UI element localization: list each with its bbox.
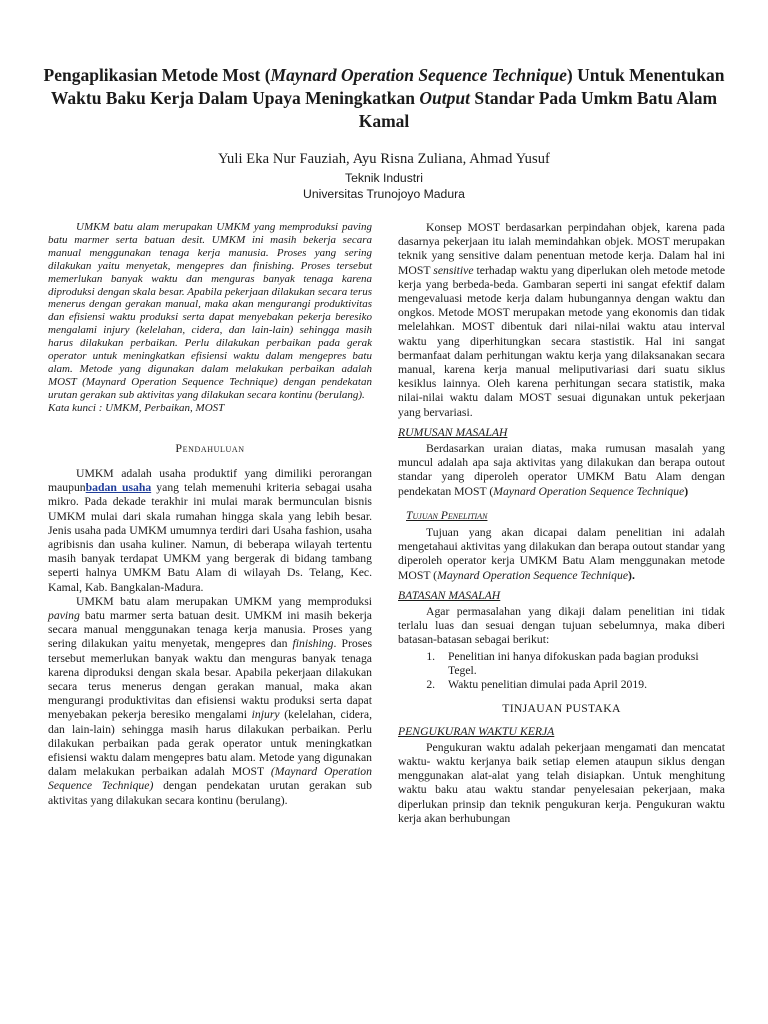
title-part2: ) Untuk Menentukan Waktu Baku Kerja Dalam Upaya Meningkatkan [50,65,725,108]
title-italic1: Maynard Operation Sequence Technique [270,65,567,85]
left-column [48,221,372,808]
title-part3: Standar Pada Umkm Batu Alam Kamal [358,88,718,131]
konsep-text-b: terhadap waktu yang diperlukan oleh metode metode kerja yang berbeda-beda. Gambaran seperti ini sangat efektif dalam mengevaluasi metode kerja dalam hubungannya dengan waktu dan ongkos. Metode MOST merupakan metode yang ekonomis dan tidak melelahkan. MOST dibentuk dari nilai-nilai waktu atau interval waktu yang diperhitungkan secara stastistik. Hal ini sangat bermanfaat dalam perhitungan waktu kerja yang dilaksanakan secara manual, karena kerja manual meliputivariasi dari suatu siklus kesiklus lainnya. Oleh karena perhitungan secara statistik, maka nilai-nilai waktu dalam MOST sesuai digunakan untuk pekerjaan yang bervariasi. [398,263,726,419]
konsep-sensitive: sensitive [433,263,474,277]
tujuan-text-a: Tujuan yang akan dicapai dalam penelitian ini adalah mengetahaui aktivitas yang dilakukan dan berapa outout standar yang diperoleh operator kerja UMKM Batu Alam menggunakan metode MOST ( [398,526,725,582]
p2-text-d: (kelelahan, cidera, dan lain-lain) sehingga masih harus dilakukan perbaikan. Perlu dilakukan perbaikan pada gerak operator untuk meningkatkan efisiensi waktu dalam mengepres batu alam. Metode yang digunakan dalam melakukan perbaikan adalah MOST [48,708,372,779]
pengukuran-paragraph: Pengukuran waktu adalah pekerjaan mengamati dan mencatat waktu- waktu kerjanya baik setiap elemen ataupun siklus dengan menggunakan alat-alat yang telah disiapkan. Untuk menghitung waktu baku atau waktu standar penyelesaian pekerjaan, maka diperlukan prinsip dan teknik pengukuran kerja. Pengukuran waktu kerja akan berhubungan [398,740,725,825]
konsep-paragraph [398,221,725,420]
badan-usaha-link[interactable]: badan usaha [85,481,152,495]
section-heading-pengukuran: PENGUKURAN WAKTU KERJA [398,724,555,738]
p2-finishing: finishing [292,637,334,651]
batasan-paragraph: Agar permasalahan yang dikaji dalam penelitian ini tidak terlalu luas dan sesuai dengan tujuan sebelumnya, maka diberi batasan-batasan sebagai berikut: [398,605,725,647]
keywords: Kata kunci : UMKM, Perbaikan, MOST [48,401,225,414]
affiliation-department: Teknik Industri [345,171,423,185]
section-heading-batasan: BATASAN MASALAH [398,588,501,602]
right-column [398,221,725,826]
pendahuluan-paragraph-1 [48,467,372,595]
title-italic2: Output [419,88,470,108]
section-heading-tinjauan: TINJAUAN PUSTAKA [502,702,621,716]
section-heading-pendahuluan: Pendahuluan [175,440,245,455]
konsep-text-a: Konsep MOST berdasarkan perpindahan objek, karena pada dasarnya pekerjaan itu ialah memindahkan objek. MOST merupakan teknik yang sensitive dalam penentuan metode kerja. Dalam hal ini MOST [398,221,725,277]
title-part1: Pengaplikasian Metode Most ( [43,65,271,85]
p2-text-e: dengan pendekatan urutan gerakan sub aktivitas yang dilakukan secara kontinu (berulang). [48,779,372,807]
rumusan-text-a: Berdasarkan uraian diatas, maka rumusan masalah yang muncul adalah apa saja aktivitas yang dilakukan dan berapa outout standar yang diperoleh operator UMKM Batu Alam dengan pendekatan MOST ( [398,442,725,498]
p2-text-b: batu marmer serta batuan desit. UMKM ini masih bekerja secara manual menggunakan tenaga kerja manusia. Proses yang sering dilakukan yaitu menyetak, mengepres dan [48,608,372,651]
p2-injury: injury [251,708,280,722]
pendahuluan-paragraph-2 [48,595,372,808]
p2-paving: paving [48,608,80,622]
rumusan-paragraph [398,442,725,499]
section-heading-rumusan: RUMUSAN MASALAH [398,425,508,439]
p2-text-c: . Proses tersebut memerlukan banyak waktu dan menguras banyak tenaga karena diproduksi dengan skala besar. Apabila pekerjaan dilakukan secara terus menerus dengan gerakan manual, maka akan mengurangi produktivitas dan efisiensi waktu produksi serta dapat menyebakan pekerja beresiko mengalami [48,637,373,722]
paper-title [40,64,728,133]
affiliation-university: Universitas Trunojoyo Madura [303,187,465,201]
batasan-list [398,650,725,693]
abstract-text: UMKM batu alam merupakan UMKM yang memproduksi paving batu marmer serta batuan desit. UMKM ini masih bekerja secara manual menggunakan tenaga kerja manusia. Proses yang sering dilakukan yaitu menyetak, mengepres dan finishing. Proses tersebut memerlukan banyak waktu dan menguras banyak tenaga karena diproduksi dengan skala besar. Apabila pekerjaan dilakukan secara terus menerus dengan gerakan manual, maka akan mengurangi produktivitas dan efisiensi waktu produksi serta dapat menyebakan pekerja beresiko mengalami injury (kelelahan, cidera, dan lain-lain) sehingga masih harus dilakukan perbaikan. Perlu dilakukan perbaikan pada gerak operator untuk meningkatkan efisiensi waktu dalam mengepres batu alam. Metode yang digunakan dalam melakukan perbaikan adalah MOST (Maynard Operation Sequence Technique) dengan pendekatan urutan gerakan sub aktivitas yang dilakukan secara kontinu (berulang). [48,221,372,401]
p2-most: (Maynard Operation Sequence Technique) [48,765,372,793]
rumusan-italic: Maynard Operation Sequence Technique [493,484,685,498]
affiliation [40,170,728,202]
rumusan-text-b: ) [684,484,689,498]
author-list: Yuli Eka Nur Fauziah, Ayu Risna Zuliana, Ahmad Yusuf [218,151,550,167]
list-item: 1. Penelitian ini hanya difokuskan pada bagian produksi Tegel. [438,650,725,678]
p2-text-a: UMKM batu alam merupakan UMKM yang memproduksi [76,594,372,608]
list-item: 2. Waktu penelitian dimulai pada April 2019. [438,678,725,692]
p1-text-before-link: UMKM adalah usaha produktif yang dimiliki perorangan maupun [48,466,372,495]
section-heading-tujuan: Tujuan Penelitian [406,508,488,522]
tujuan-italic: Maynard Operation Sequence Technique [437,568,629,582]
p1-text-after-link: yang telah memenuhi kriteria sebagai usaha mikro. Pada dekade terakhir ini mulai marak bermunculan bisnis UMKM mulai dari skala rumahan hingga skala yang lebih besar. Jenis usaha pada UMKM umumnya terdiri dari Usaha fashion, usaha agribisnis dan usaha kuliner. Namun, di beberapa wilayah tertentu masih banyak terdapat UMKM yang bergerak di bidang tambang seperti halnya UMKM Batu Alam di wilayah Ds. Telang, Kec. Kamal, Kab. Bangkalan-Madura. [48,481,372,594]
tujuan-text-b: ). [628,568,635,582]
tujuan-paragraph [398,526,725,583]
